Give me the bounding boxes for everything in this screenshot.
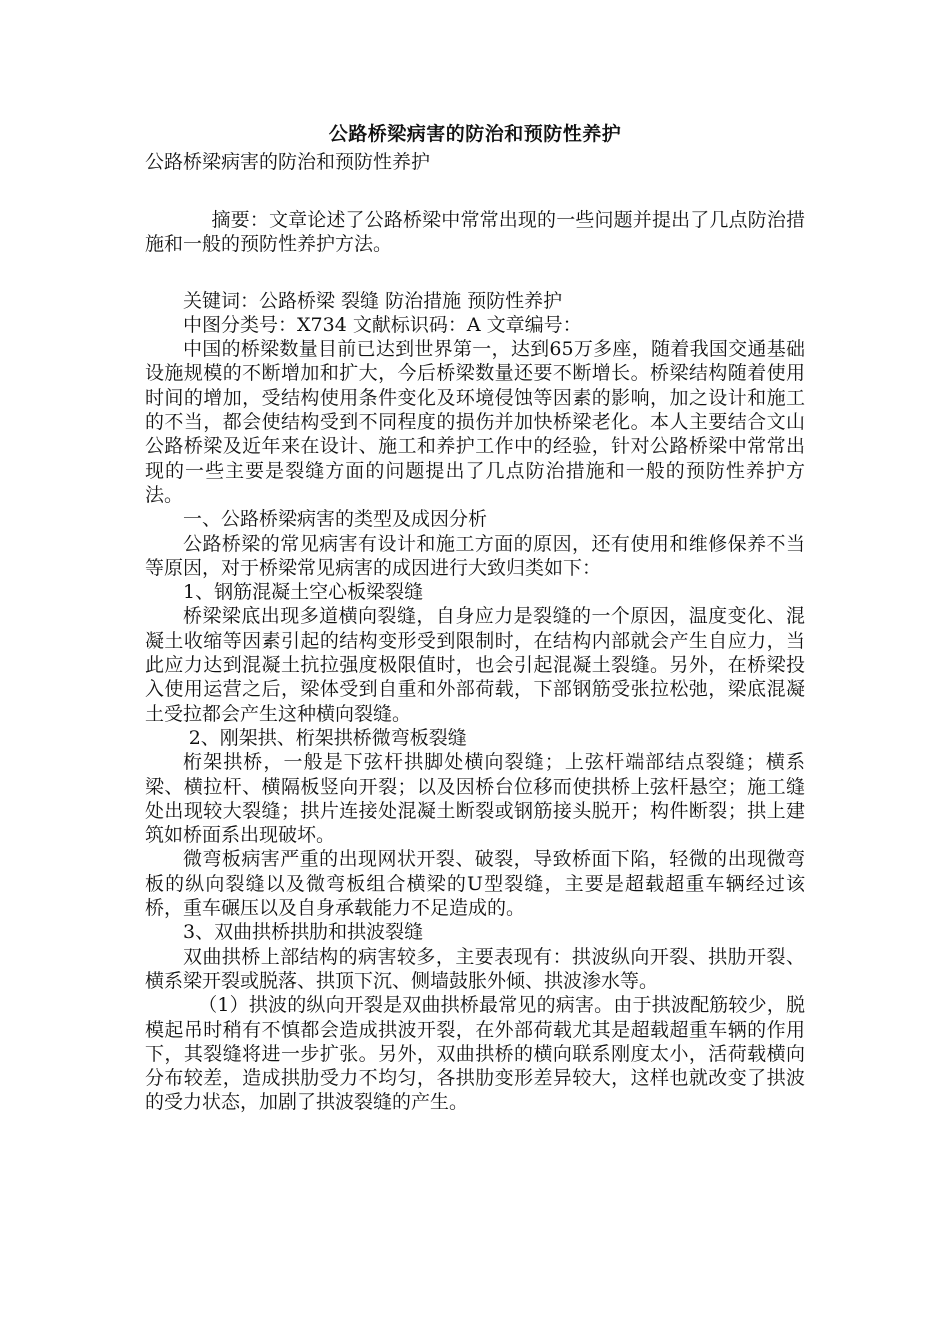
body-paragraph: 微弯板病害严重的出现网状开裂、破裂，导致桥面下陷，轻微的出现微弯板的纵向裂缝以及微弯板组合横梁的U型裂缝，主要是超载超重车辆经过该桥，重车碾压以及自身承载能力不足造成的。	[145, 848, 805, 920]
document-page	[145, 120, 805, 1115]
abstract: 摘要：文章论述了公路桥梁中常常出现的一些问题并提出了几点防治措施和一般的预防性养护方法。	[145, 209, 805, 256]
body-paragraph: 桁架拱桥，一般是下弦杆拱脚处横向裂缝；上弦杆端部结点裂缝；横系梁、横拉杆、横隔板竖向开裂；以及因桥台位移而使拱桥上弦杆悬空；施工缝处出现较大裂缝；拱片连接处混凝土断裂或钢筋接头脱开；构件断裂；拱上建筑如桥面系出现破坏。	[145, 751, 805, 847]
subsection-heading-1: 1、钢筋混凝土空心板梁裂缝	[183, 581, 424, 604]
body-paragraph: 公路桥梁的常见病害有设计和施工方面的原因，还有使用和维修保养不当等原因，对于桥梁常见病害的成因进行大致归类如下：	[145, 532, 805, 579]
classification-line: 中图分类号：X734 文献标识码：A 文章编号：	[183, 313, 582, 336]
spacer	[145, 257, 805, 289]
keywords: 关键词：公路桥梁 裂缝 防治措施 预防性养护	[183, 289, 563, 312]
list-item-paragraph: （1）拱波的纵向开裂是双曲拱桥最常见的病害。由于拱波配筋较少，脱模起吊时稍有不慎都会造成拱波开裂，在外部荷载尤其是超载超重车辆的作用下，其裂缝将进一步扩张。另外，双曲拱桥的横向联系刚度太小，活荷载横向分布较差，造成拱肋受力不均匀，各拱肋变形差异较大，这样也就改变了拱波的受力状态，加剧了拱波裂缝的产生。	[145, 994, 805, 1114]
body-paragraph: 双曲拱桥上部结构的病害较多，主要表现有：拱波纵向开裂、拱肋开裂、横系梁开裂或脱落、拱顶下沉、侧墙鼓胀外倾、拱波渗水等。	[145, 945, 805, 992]
body-paragraph-intro: 中国的桥梁数量目前已达到世界第一，达到65万多座，随着我国交通基础设施规模的不断增加和扩大，今后桥梁数量还要不断增长。桥梁结构随着使用时间的增加，受结构使用条件变化及环境侵蚀等因素的影响，加之设计和施工的不当，都会使结构受到不同程度的损伤并加快桥梁老化。本人主要结合文山公路桥梁及近年来在设计、施工和养护工作中的经验，针对公路桥梁中常常出现的一些主要是裂缝方面的问题提出了几点防治措施和一般的预防性养护方法。	[145, 338, 805, 506]
document-subtitle: 公路桥梁病害的防治和预防性养护	[145, 151, 431, 173]
subsection-heading-2: 2、刚架拱、桁架拱桥微弯板裂缝	[188, 726, 467, 749]
subsection-heading-3: 3、双曲拱桥拱肋和拱波裂缝	[183, 921, 424, 944]
spacer	[145, 176, 805, 208]
body-paragraph: 桥梁梁底出现多道横向裂缝，自身应力是裂缝的一个原因，温度变化、混凝土收缩等因素引起的结构变形受到限制时，在结构内部就会产生自应力，当此应力达到混凝土抗拉强度极限值时，也会引起混凝土裂缝。另外，在桥梁投入使用运营之后，梁体受到自重和外部荷载，下部钢筋受张拉松弛，梁底混凝土受拉都会产生这种横向裂缝。	[145, 605, 805, 725]
section-heading-1: 一、公路桥梁病害的类型及成因分析	[183, 508, 488, 531]
document-title: 公路桥梁病害的防治和预防性养护	[328, 123, 622, 145]
